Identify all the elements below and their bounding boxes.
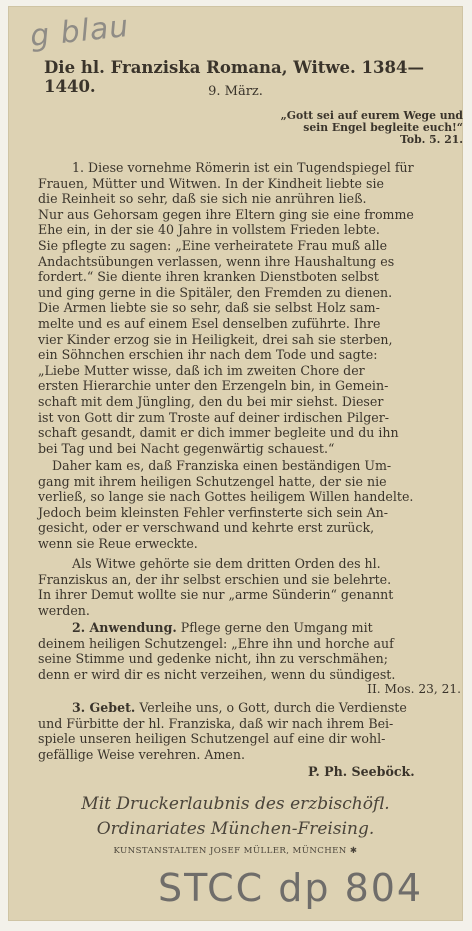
devotional-card [8,6,463,921]
author-signature: P. Ph. Seeböck. [308,764,415,779]
handwritten-note-top: g blau [28,8,131,55]
text-line: seine Stimme und gedenke nicht, ihn zu verschmähen; [38,651,389,667]
text-line: vier Kinder erzog sie in Heiligkeit, drei sah sie sterben, [38,331,393,347]
feast-date: 9. März. [208,84,263,99]
paragraph-prayer [38,700,461,762]
text-line: Daher kam es, daß Franziska einen beständigen Um- [52,458,392,473]
text-line: ersten Hierarchie unter den Erzengeln bin, in Gemein- [38,378,389,394]
handwritten-catalog-number: STCC dp 804 [158,866,424,910]
text-line: Als Witwe gehörte sie dem dritten Orden des hl. [72,556,381,571]
printer-imprint: KUNSTANSTALTEN JOSEF MÜLLER, MÜNCHEN ✱ [113,846,358,856]
imprimatur-line: Mit Druckerlaubnis des erzbischöfl. [81,794,390,814]
paragraph-widow [38,556,461,618]
text-line: deinem heiligen Schutzengel: „Ehre ihn und horche auf [38,635,394,651]
page-title: Die hl. Franziska Romana, Witwe. 1384—1440. [44,58,424,96]
text-line: und Fürbitte der hl. Franziska, daß wir nach ihrem Bei- [38,715,394,731]
text-line: bei Tag und bei Nacht gegenwärtig schauest.“ [38,440,335,456]
paragraph-application [38,620,461,698]
motto-quote [258,110,463,146]
text-line: gesicht, oder er verschwand und kehrte erst zurück, [38,520,375,536]
motto-line: „Gott sei auf eurem Wege und [280,109,463,122]
text-line: gefällige Weise verehren. Amen. [38,746,245,762]
text-line: 1. Diese vornehme Römerin ist ein Tugendspiegel für [72,160,414,175]
section-heading: 3. Gebet. [72,700,136,715]
text-line: Jedoch beim kleinsten Fehler verfinsterte sich sein An- [38,504,389,520]
text-line: und ging gerne in die Spitäler, den Fremden zu dienen. [38,284,393,300]
text-line: denn er wird dir es nicht verzeihen, wenn du sündigest. [38,666,396,682]
text-line: melte und es auf einem Esel denselben zuführte. Ihre [38,315,381,331]
text-line [38,700,461,716]
text-line: „Liebe Mutter wisse, daß ich im zweiten Chore der [38,362,365,378]
text-fragment: Pflege gerne den Umgang mit [176,620,373,635]
text-fragment: Verleihe uns, o Gott, durch die Verdienste [135,700,407,715]
text-line: verließ, so lange sie nach Gottes heiligem Willen handelte. [38,489,414,505]
text-line: Frauen, Mütter und Witwen. In der Kindheit liebte sie [38,175,384,191]
text-line: schaft gesandt, damit er dich immer begleite und du ihn [38,425,399,441]
text-line: gang mit ihrem heiligen Schutzengel hatte, der sie nie [38,473,387,489]
motto-reference: Tob. 5. 21. [400,133,463,146]
text-line: werden. [38,602,90,618]
text-line: spiele unseren heiligen Schutzengel auf eine dir wohl- [38,731,386,747]
text-line: wenn sie Reue erweckte. [38,535,198,551]
text-line: Andachtsübungen verlassen, wenn ihre Haushaltung es [38,253,395,269]
text-line: Nur aus Gehorsam gegen ihre Eltern ging sie eine fromme [38,206,414,222]
paragraph-angel [38,458,461,552]
imprimatur-line: Ordinariates München-Freising. [96,819,375,839]
paragraph-life [38,160,461,456]
motto-line: sein Engel begleite euch!“ [303,121,463,134]
text-line: die Reinheit so sehr, daß sie sich nie anrühren ließ. [38,191,367,207]
text-line: schaft mit dem Jüngling, den du bei mir siehst. Dieser [38,393,384,409]
text-line: fordert.“ Sie diente ihren kranken Dienstboten selbst [38,269,379,285]
text-line: Die Armen liebte sie so sehr, daß sie selbst Holz sam- [38,300,380,316]
text-line: Franziskus an, der ihr selbst erschien und sie belehrte. [38,571,392,587]
text-line: In ihrer Demut wollte sie nur „arme Sünderin“ genannt [38,587,394,603]
text-line: Sie pflegte zu sagen: „Eine verheiratete Frau muß alle [38,237,388,253]
text-line: Ehe ein, in der sie 40 Jahre in vollstem Frieden lebte. [38,222,380,238]
section-heading: 2. Anwendung. [72,620,177,635]
text-line [38,620,461,636]
imprimatur [8,792,463,842]
text-line: ist von Gott dir zum Troste auf deiner irdischen Pilger- [38,409,389,425]
bible-reference: II. Mos. 23, 21. [367,682,461,697]
text-line: ein Söhnchen erschien ihr nach dem Tode und sagte: [38,347,378,363]
